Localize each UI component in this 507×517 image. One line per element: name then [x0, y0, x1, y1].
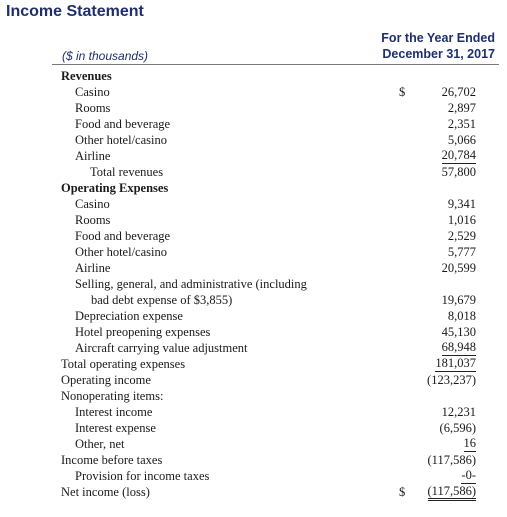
row-value: 2,529 — [447, 229, 476, 243]
row-value: (117,586) — [427, 453, 476, 467]
row-label-text: Interest income — [75, 405, 153, 419]
row-value: 2,897 — [447, 101, 476, 115]
statement-title: Income Statement — [6, 3, 144, 20]
dollar-sign: $ — [399, 85, 406, 99]
period-header-line-1: For the Year Ended — [381, 31, 495, 45]
row-label — [75, 212, 110, 228]
row-value: 20,784 — [441, 148, 476, 162]
row-label — [75, 276, 307, 308]
row-value: 19,679 — [441, 293, 476, 307]
statement-row — [0, 372, 507, 388]
row-label — [75, 308, 183, 324]
row-label — [75, 228, 170, 244]
row-label-text: Depreciation expense — [75, 309, 183, 323]
row-label-text: Provision for income taxes — [75, 469, 210, 483]
statement-row — [0, 468, 507, 484]
statement-row — [0, 196, 507, 212]
statement-row — [0, 356, 507, 372]
row-value: 45,130 — [441, 325, 476, 339]
row-value: 5,777 — [447, 245, 476, 259]
row-label-text: Total operating expenses — [61, 357, 186, 371]
row-label-text: Operating income — [61, 373, 151, 387]
row-label-text: Food and beverage — [75, 229, 171, 243]
row-label-text: Other hotel/casino — [75, 245, 167, 259]
row-value: 20,599 — [441, 261, 476, 275]
statement-row — [0, 228, 507, 244]
row-label — [75, 116, 170, 132]
row-label-text: Hotel preopening expenses — [75, 325, 211, 339]
row-label — [75, 468, 209, 484]
row-label — [75, 404, 152, 420]
statement-table — [0, 68, 507, 500]
row-value: 2,351 — [447, 117, 476, 131]
statement-row — [0, 388, 507, 404]
row-label-text: Interest expense — [75, 421, 156, 435]
statement-row — [0, 276, 507, 308]
row-label-text: Other hotel/casino — [75, 133, 167, 147]
statement-row — [0, 148, 507, 164]
statement-row — [0, 404, 507, 420]
statement-row — [0, 244, 507, 260]
dollar-sign: $ — [399, 485, 406, 499]
row-value: (6,596) — [439, 421, 476, 435]
row-label — [61, 388, 163, 404]
row-label — [61, 68, 112, 84]
row-label-text: Nonoperating items: — [61, 389, 164, 403]
row-label — [61, 452, 162, 468]
row-label — [75, 196, 110, 212]
row-label — [90, 164, 163, 180]
statement-row — [0, 452, 507, 468]
units-note: ($ in thousands) — [62, 49, 149, 63]
statement-row — [0, 164, 507, 180]
row-value: 68,948 — [441, 340, 476, 354]
row-value: 1,016 — [447, 213, 476, 227]
row-label-text: Casino — [75, 197, 110, 211]
row-label — [75, 324, 210, 340]
row-label-text: Other, net — [75, 437, 125, 451]
statement-row — [0, 68, 507, 84]
period-header-line-2: December 31, 2017 — [382, 47, 495, 61]
row-label — [61, 356, 185, 372]
statement-row — [0, 116, 507, 132]
row-label-text: Rooms — [75, 101, 111, 115]
statement-row — [0, 484, 507, 500]
row-label-text: Rooms — [75, 213, 111, 227]
row-value: (117,586) — [428, 484, 477, 501]
statement-row — [0, 84, 507, 100]
row-label — [75, 436, 124, 452]
row-label-text: Casino — [75, 85, 110, 99]
row-value: 16 — [463, 436, 476, 450]
row-label-text: Food and beverage — [75, 117, 171, 131]
row-label-text: Income before taxes — [61, 453, 163, 467]
statement-row — [0, 340, 507, 356]
row-label-text: Selling, general, and administrative (including — [75, 277, 307, 291]
statement-row — [0, 132, 507, 148]
row-label — [75, 132, 167, 148]
row-label-text: Net income (loss) — [61, 485, 150, 499]
statement-row — [0, 420, 507, 436]
statement-row — [0, 308, 507, 324]
row-label — [61, 484, 150, 500]
row-value: 5,066 — [447, 133, 476, 147]
row-label — [75, 260, 110, 276]
row-value: 57,800 — [441, 165, 476, 179]
row-label — [75, 244, 167, 260]
row-label — [61, 372, 151, 388]
statement-row — [0, 260, 507, 276]
row-value: (123,237) — [427, 373, 476, 387]
statement-row — [0, 180, 507, 196]
row-label-text: Airline — [75, 149, 111, 163]
row-label-text: Operating Expenses — [61, 181, 169, 195]
row-value: 9,341 — [447, 197, 476, 211]
header-divider — [52, 64, 499, 65]
row-label-text: Airline — [75, 261, 111, 275]
row-label-text: Aircraft carrying value adjustment — [75, 341, 248, 355]
row-label — [75, 84, 110, 100]
row-value: -0- — [461, 468, 476, 482]
row-value: 26,702 — [441, 85, 476, 99]
statement-row — [0, 324, 507, 340]
row-label-continuation: bad debt expense of $3,855) — [91, 293, 233, 307]
row-label — [61, 180, 168, 196]
row-label — [75, 148, 110, 164]
statement-row — [0, 212, 507, 228]
row-label-text: Revenues — [61, 69, 112, 83]
row-label — [75, 420, 156, 436]
statement-row — [0, 436, 507, 452]
row-label-text: Total revenues — [90, 165, 164, 179]
row-value: 12,231 — [441, 405, 476, 419]
row-value: 181,037 — [435, 356, 476, 370]
row-value: 8,018 — [447, 309, 476, 323]
row-label — [75, 340, 248, 356]
row-label — [75, 100, 110, 116]
statement-row — [0, 100, 507, 116]
